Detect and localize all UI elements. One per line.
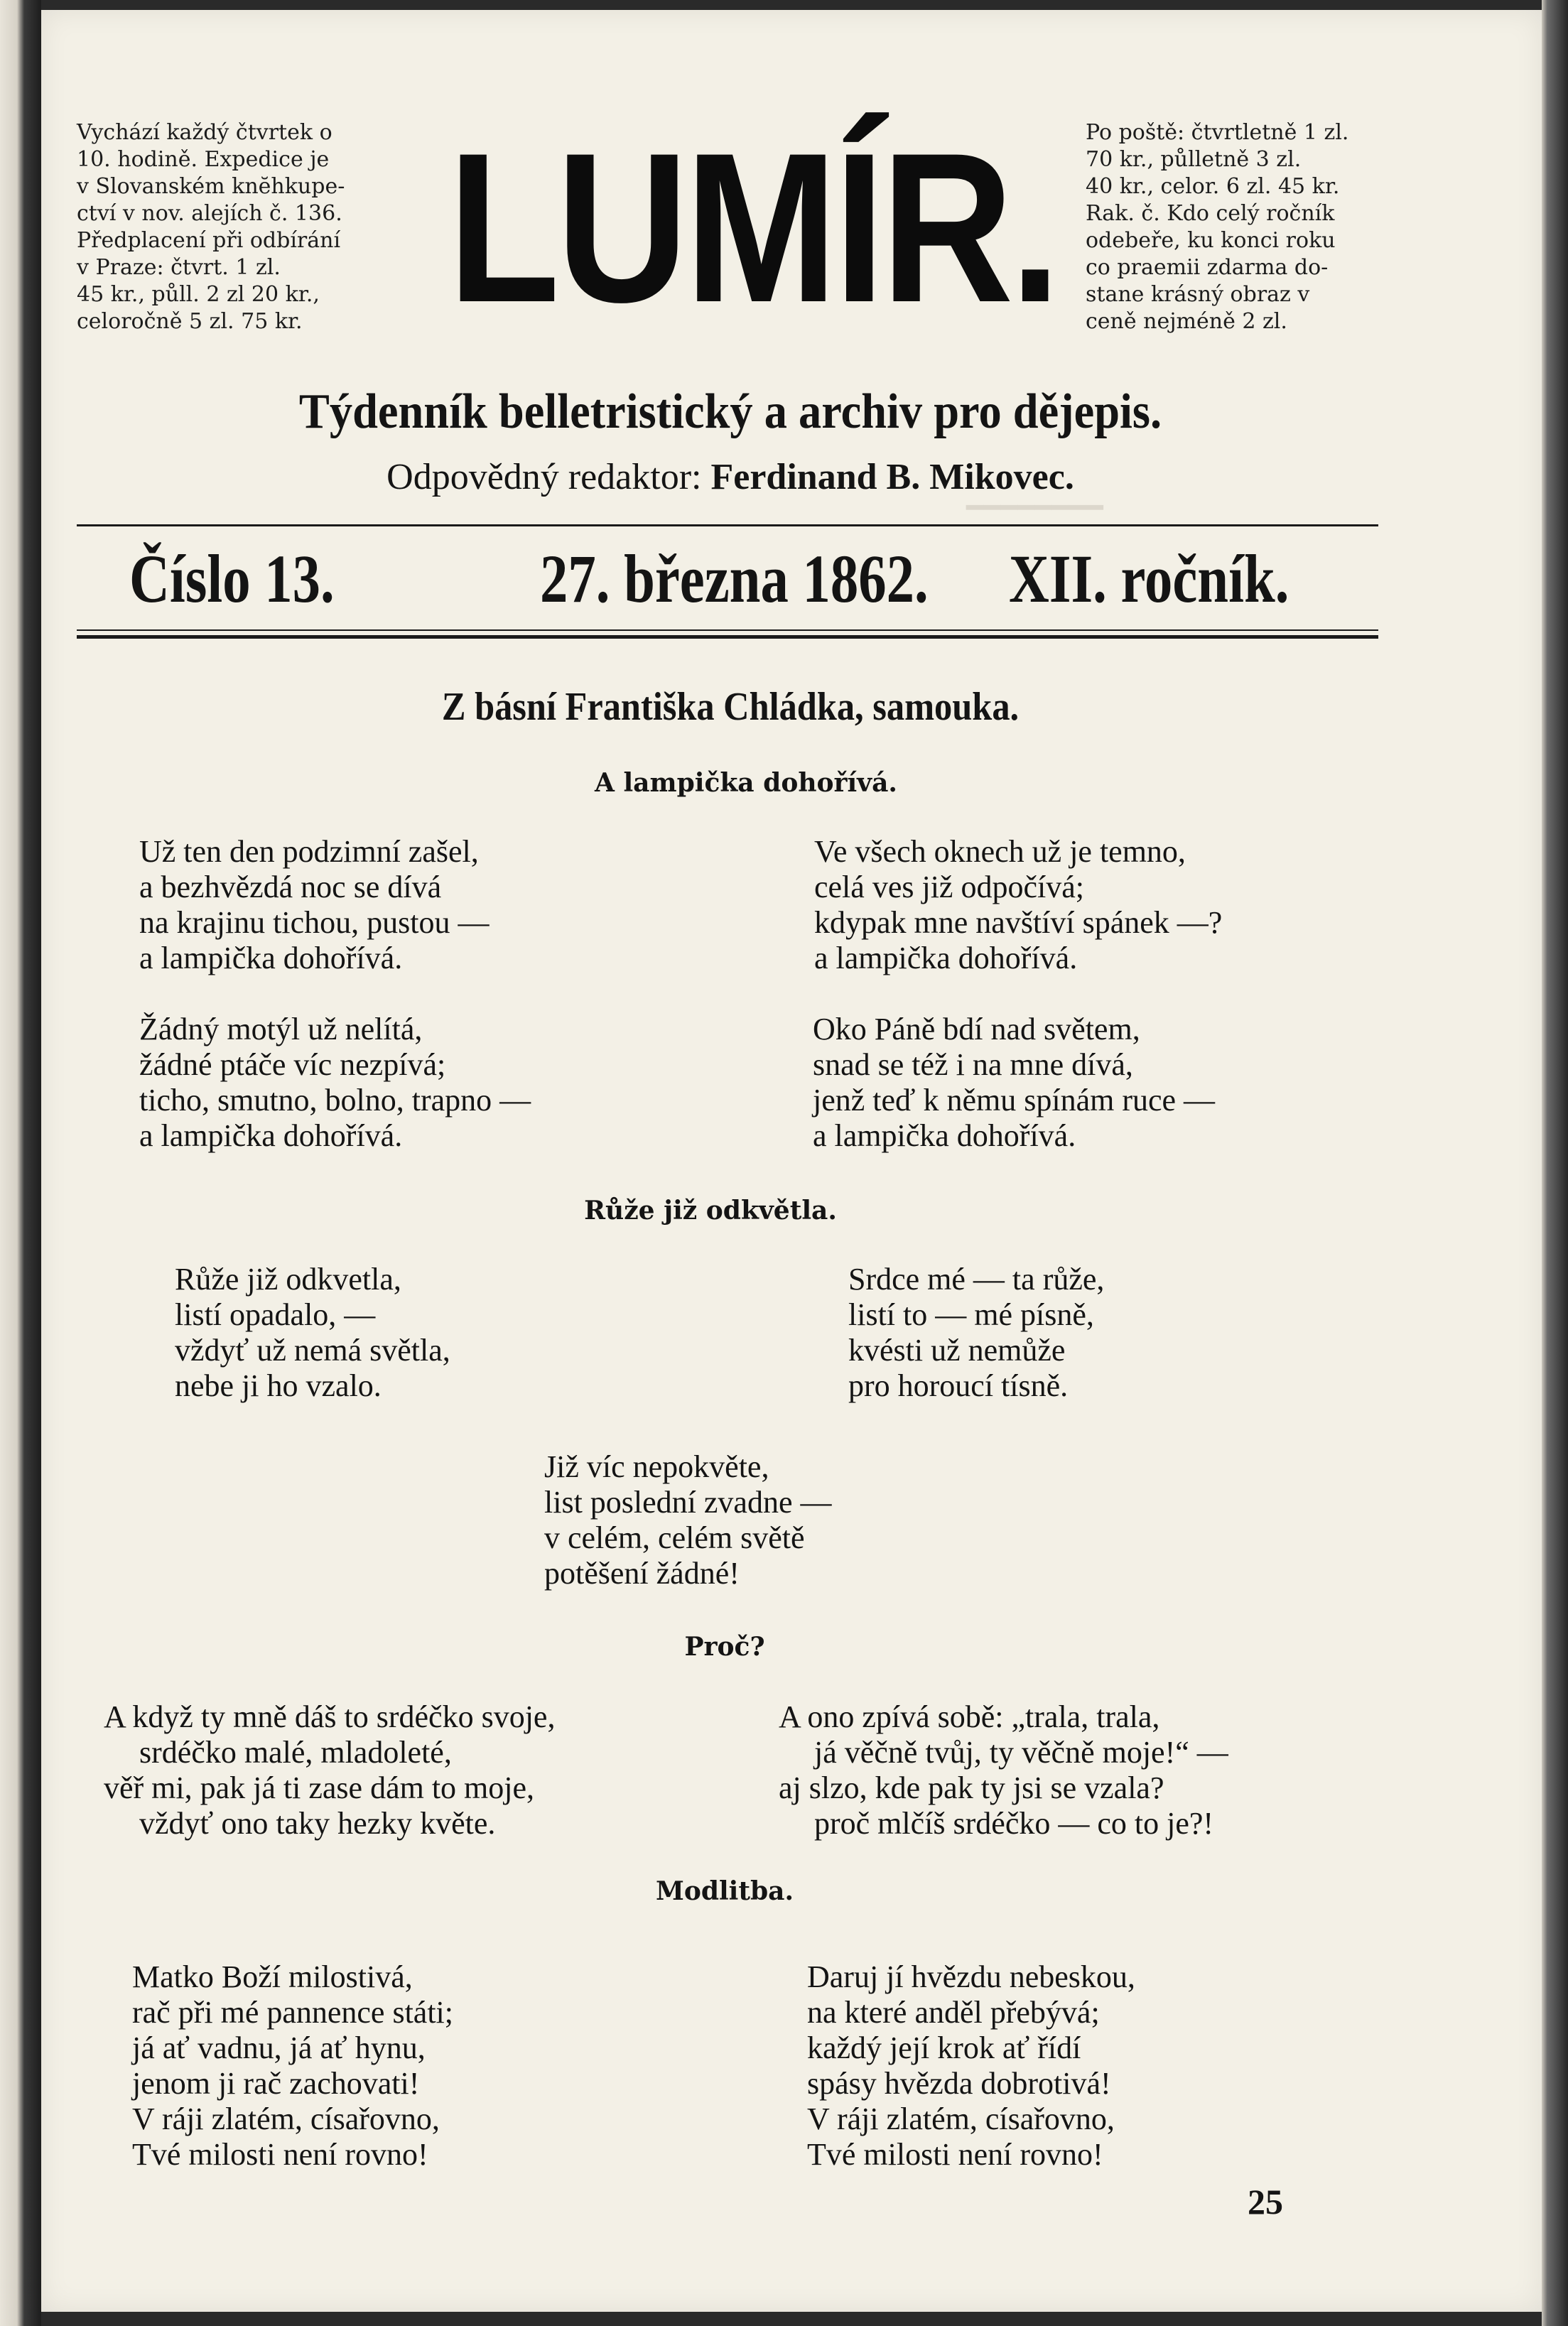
verse-line: a lampička dohořívá. [139, 1118, 403, 1153]
verse-line: Srdce mé — ta růže, [848, 1262, 1105, 1297]
poem-title: Modlitba. [655, 1876, 794, 1906]
verse-line: já věčně tvůj, ty věčně moje!“ — [814, 1735, 1228, 1770]
header-rule-bottom-thin [77, 629, 1378, 631]
info-right-line: ceně nejméně 2 zl. [1086, 309, 1287, 334]
verse-line: a lampička dohořívá. [813, 1118, 1076, 1153]
poem-title: Proč? [684, 1632, 765, 1662]
verse-line: a lampička dohořívá. [814, 941, 1078, 975]
verse-line: a bezhvězdá noc se dívá [139, 870, 442, 904]
verse-line: Růže již odkvetla, [175, 1262, 401, 1297]
info-left-line: v Slovanském knĕhkupe- [77, 174, 345, 199]
info-left-line: ctví v nov. alejích č. 136. [77, 201, 342, 226]
verse-line: V ráji zlatém, císařovno, [132, 2101, 440, 2136]
verse-line: vždyť ono taky hezky květe. [139, 1806, 496, 1841]
subscription-info-right [1086, 119, 1384, 335]
verse-line: každý její krok ať řídí [807, 2030, 1081, 2065]
verse-line: rač při mé pannence státi; [132, 1995, 454, 2030]
verse-line: na krajinu tichou, pustou — [139, 905, 490, 940]
editor-line [77, 455, 1384, 500]
info-left-line: Vychází každý čtvrtek o [77, 120, 332, 145]
info-right-line: 70 kr., půlletně 3 zl. [1086, 147, 1302, 172]
issue-number: Číslo 13. [129, 541, 335, 617]
verse-line: listí opadalo, — [175, 1297, 376, 1332]
verse-line: snad se též i na mne dívá, [813, 1047, 1133, 1082]
verse-line: srdéčko malé, mladoleté, [139, 1735, 452, 1770]
poem-title: Růže již odkvětla. [584, 1196, 837, 1226]
verse-line: Matko Boží milostivá, [132, 1959, 413, 1994]
verse-line: celá ves již odpočívá; [814, 870, 1084, 904]
poem-stanza [139, 1012, 531, 1154]
info-right-line: stane krásný obraz v [1086, 282, 1310, 307]
info-right-line: co praemii zdarma do- [1086, 255, 1329, 280]
poem-stanza [132, 1959, 453, 2173]
poem-stanza [779, 1699, 1228, 1841]
verse-line: Daruj jí hvězdu nebeskou, [807, 1959, 1135, 1994]
verse-line: v celém, celém světě [544, 1520, 805, 1555]
verse-line: Oko Páně bdí nad světem, [813, 1012, 1140, 1046]
info-right-line: Rak. č. Kdo celý ročník [1086, 201, 1335, 226]
verse-line: V ráji zlatém, císařovno, [807, 2101, 1115, 2136]
verse-line: vždyť už nemá světla, [175, 1333, 450, 1368]
masthead-title: LUMÍR. [448, 108, 1057, 347]
verse-line: jenž teď k němu spínám ruce — [813, 1083, 1216, 1118]
verse-line: kdypak mne navštíví spánek —? [814, 905, 1223, 940]
info-left-line: 45 kr., půll. 2 zl 20 kr., [77, 282, 320, 307]
verse-line: potěšení žádné! [544, 1556, 740, 1591]
verse-line: A když ty mně dáš to srdéčko svoje, [104, 1699, 556, 1734]
verse-line: ticho, smutno, bolno, trapno — [139, 1083, 531, 1118]
poem-stanza [544, 1449, 832, 1591]
verse-line: věř mi, pak já ti zase dám to moje, [104, 1770, 535, 1805]
editor-name: Ferdinand B. Mikovec. [710, 457, 1074, 497]
header-rule-top [77, 524, 1378, 526]
verse-line: kvésti už nemůže [848, 1333, 1066, 1368]
verse-line: proč mlčíš srdéčko — co to je?! [814, 1806, 1214, 1841]
verse-line: Už ten den podzimní zašel, [139, 834, 479, 869]
info-left-line: Předplacení při odbírání [77, 228, 341, 253]
poem-stanza [848, 1262, 1104, 1404]
poem-stanza [813, 1012, 1215, 1154]
info-left-line: 10. hodině. Expedice je [77, 147, 330, 172]
verse-line: A ono zpívá sobě: „trala, trala, [779, 1699, 1160, 1734]
header-rule-bottom-thick [77, 635, 1378, 639]
poem-stanza [814, 834, 1222, 976]
info-left-line: v Praze: čtvrt. 1 zl. [77, 255, 281, 280]
verse-line: a lampička dohořívá. [139, 941, 403, 975]
publication-subtitle: Týdenník belletristický a archiv pro dějepis. [298, 384, 1162, 439]
issue-date: 27. března 1862. [540, 541, 929, 617]
bleed-through-decoration: ━━━━━━━━ [966, 492, 1103, 524]
verse-line: Tvé milosti není rovno! [132, 2137, 428, 2172]
poem-stanza [175, 1262, 450, 1404]
verse-line: aj slzo, kde pak ty jsi se vzala? [779, 1770, 1164, 1805]
verse-line: list poslední zvadne — [544, 1485, 832, 1520]
verse-line: Ve všech oknech už je temno, [814, 834, 1186, 869]
info-left-line: celoročně 5 zl. 75 kr. [77, 309, 303, 334]
subscription-info-left [77, 119, 382, 335]
info-right-line: Po poště: čtvrtletně 1 zl. [1086, 120, 1349, 145]
verse-line: Žádný motýl už nelítá, [139, 1012, 423, 1046]
page-number: 25 [1248, 2182, 1283, 2222]
scan-right-edge [1542, 0, 1568, 2326]
issue-volume: XII. ročník. [1009, 541, 1289, 617]
poem-title: A lampička dohořívá. [595, 768, 897, 798]
verse-line: nebe ji ho vzalo. [175, 1368, 382, 1403]
verse-line: jenom ji rač zachovati! [132, 2066, 420, 2101]
poem-stanza [139, 834, 490, 976]
verse-line: Již víc nepokvěte, [544, 1449, 769, 1484]
poem-stanza [807, 1959, 1135, 2173]
scan-left-edge [0, 0, 41, 2326]
verse-line: listí to — mé písně, [848, 1297, 1094, 1332]
info-right-line: 40 kr., celor. 6 zl. 45 kr. [1086, 174, 1340, 199]
editor-label: Odpovědný redaktor: [386, 457, 702, 497]
article-title: Z básní Františka Chládka, samouka. [441, 685, 1020, 729]
verse-line: Tvé milosti není rovno! [807, 2137, 1103, 2172]
verse-line: já ať vadnu, já ať hynu, [132, 2030, 426, 2065]
verse-line: žádné ptáče víc nezpívá; [139, 1047, 446, 1082]
verse-line: pro horoucí tísně. [848, 1368, 1069, 1403]
verse-line: na které anděl přebývá; [807, 1995, 1100, 2030]
poem-stanza [104, 1699, 555, 1841]
verse-line: spásy hvězda dobrotivá! [807, 2066, 1111, 2101]
info-right-line: odebeře, ku konci roku [1086, 228, 1336, 253]
